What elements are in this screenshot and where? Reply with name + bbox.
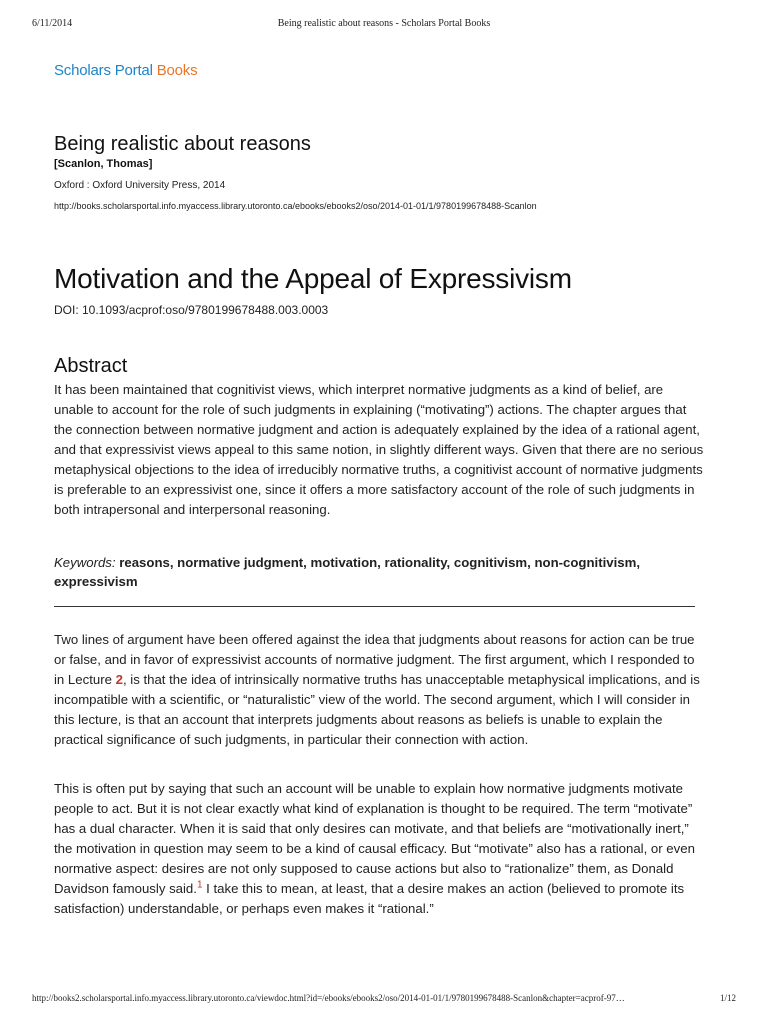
print-page-title: Being realistic about reasons - Scholars Portal Books	[277, 18, 491, 29]
keywords	[54, 553, 654, 591]
print-header	[32, 18, 736, 32]
print-footer	[32, 993, 736, 1007]
paragraph-2-text-b: I take this to mean, at least, that a desire makes an action (believed to promote its satisfaction) understandable, or perhaps even makes it “rational.”	[54, 881, 685, 916]
footnote-1-link[interactable]: 1	[196, 879, 203, 891]
book-author: [Scanlon, Thomas]	[54, 158, 153, 170]
paragraph-1-text-b: , is that the idea of intrinsically normative truths has unacceptable metaphysical implications, and is incompatible with a scientific, or “naturalistic” view of the world. The second argument, which I will consider in this lecture, is that an account that interprets judgments about reasons as beliefs is unable to explain the practical significance of such judgments, in particular their connection with action.	[54, 672, 700, 747]
logo-text-secondary: Books	[156, 62, 198, 79]
logo-text-primary: Scholars Portal	[54, 62, 153, 79]
body-paragraph-1	[54, 630, 704, 750]
keywords-values: reasons, normative judgment, motivation, rationality, cognitivism, non-cognitivism, expressivism	[54, 555, 640, 589]
body-paragraph-2	[54, 779, 704, 919]
page-number: 1/12	[719, 993, 736, 1003]
lecture-2-link[interactable]: 2	[115, 672, 123, 687]
abstract-heading: Abstract	[54, 355, 128, 377]
print-date: 6/11/2014	[32, 18, 73, 29]
scholars-portal-logo[interactable]	[54, 62, 197, 79]
section-divider	[54, 606, 695, 607]
book-publisher: Oxford : Oxford University Press, 2014	[54, 180, 226, 191]
book-title: Being realistic about reasons	[54, 133, 311, 155]
paragraph-2-text-a: This is often put by saying that such an account will be unable to explain how normative judgments motivate people to act. But it is not clear exactly what kind of explanation is thought to be required. The term “motivate” has a dual character. When it is said that only desires can motivate, and that beliefs are “motivationally inert,” the motivation in question may seem to be a kind of causal efficacy. But “motivate” also has a rational, or even normative aspect: desires are not only supposed to cause actions but also to “rationalize” them, as Donald Davidson famously said.	[54, 781, 695, 896]
paragraph-1-text-a: Two lines of argument have been offered against the idea that judgments about reasons for action can be true or false, and in favor of expressivist accounts of normative judgment. The first argument, which I responded to in Lecture	[54, 632, 695, 687]
chapter-doi: DOI: 10.1093/acprof:oso/9780199678488.003.0003	[54, 303, 329, 317]
book-url: http://books.scholarsportal.info.myaccess.library.utoronto.ca/ebooks/ebooks2/oso/2014-01-01/1/9780199678488-Scanlon	[54, 201, 537, 211]
print-footer-url: http://books2.scholarsportal.info.myaccess.library.utoronto.ca/viewdoc.html?id=/ebooks/ebooks2/oso/2014-01-01/1/9780199678488-Scanlon&chapter=acprof-97…	[32, 993, 625, 1003]
abstract-text: It has been maintained that cognitivist views, which interpret normative judgments as a kind of belief, are unable to account for the role of such judgments in explaining (“motivating”) actions. The chapter argues that the connection between normative judgment and action is adequately explained by the idea of a rational agent, and that expressivist views appeal to this same notion, in slightly different ways. Given that there are no serious metaphysical objections to the idea of irreducibly normative truths, a cognitivist account of normative judgments is preferable to an expressivist one, since it offers a more satisfactory account of the role of such judgments in both intrapersonal and interpersonal reasoning.	[54, 382, 704, 517]
keywords-label: Keywords:	[54, 555, 116, 570]
chapter-title: Motivation and the Appeal of Expressivism	[54, 263, 572, 294]
